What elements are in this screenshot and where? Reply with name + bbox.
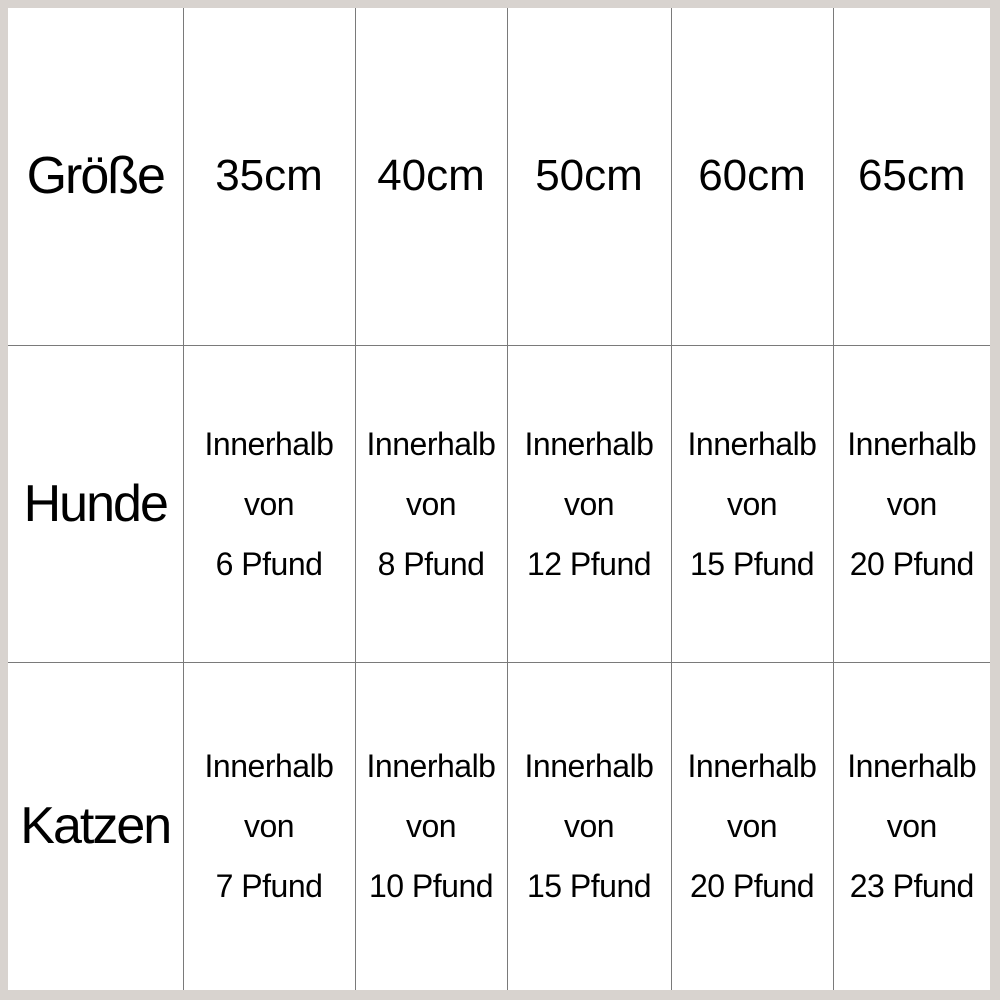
- cats-weight-cell: [833, 662, 990, 990]
- weight-line-prefix: Innerhalb: [687, 748, 817, 785]
- dogs-row: [8, 345, 990, 662]
- weight-line-value: 6 Pfund: [215, 545, 323, 582]
- cats-weight-cell: [507, 662, 671, 990]
- weight-line-preposition: von: [726, 485, 778, 522]
- size-header-row: [8, 8, 990, 345]
- cats-row-label: Katzen: [8, 662, 183, 990]
- dogs-weight-cell: [183, 345, 355, 662]
- size-value-65: 65cm: [833, 8, 990, 345]
- size-chart-table: [8, 8, 990, 990]
- weight-line-preposition: von: [563, 808, 615, 845]
- weight-line-value: 12 Pfund: [526, 545, 652, 582]
- size-value-40: 40cm: [355, 8, 507, 345]
- cats-weight-cell: [183, 662, 355, 990]
- weight-line-prefix: Innerhalb: [204, 425, 334, 462]
- weight-line-value: 15 Pfund: [526, 868, 652, 905]
- size-chart-panel: [8, 8, 990, 990]
- weight-line-preposition: von: [405, 808, 457, 845]
- size-row-label: Größe: [8, 8, 183, 345]
- weight-line-value: 15 Pfund: [689, 545, 815, 582]
- weight-line-prefix: Innerhalb: [524, 425, 654, 462]
- size-value-60: 60cm: [671, 8, 833, 345]
- weight-line-prefix: Innerhalb: [366, 425, 496, 462]
- weight-line-preposition: von: [726, 808, 778, 845]
- weight-line-value: 20 Pfund: [689, 868, 815, 905]
- weight-line-prefix: Innerhalb: [366, 748, 496, 785]
- weight-line-prefix: Innerhalb: [204, 748, 334, 785]
- weight-line-value: 23 Pfund: [849, 868, 974, 905]
- weight-line-value: 7 Pfund: [215, 868, 323, 905]
- dogs-weight-cell: [671, 345, 833, 662]
- weight-line-value: 20 Pfund: [849, 545, 974, 582]
- size-value-35: 35cm: [183, 8, 355, 345]
- weight-line-prefix: Innerhalb: [687, 425, 817, 462]
- weight-line-prefix: Innerhalb: [847, 748, 977, 785]
- weight-line-prefix: Innerhalb: [524, 748, 654, 785]
- cats-weight-cell: [671, 662, 833, 990]
- weight-line-preposition: von: [243, 485, 295, 522]
- weight-line-value: 10 Pfund: [368, 868, 494, 905]
- dogs-weight-cell: [355, 345, 507, 662]
- weight-line-preposition: von: [405, 485, 457, 522]
- cats-weight-cell: [355, 662, 507, 990]
- weight-line-value: 8 Pfund: [377, 545, 485, 582]
- size-value-50: 50cm: [507, 8, 671, 345]
- weight-line-preposition: von: [563, 485, 615, 522]
- cats-row: [8, 662, 990, 990]
- weight-line-preposition: von: [886, 485, 937, 522]
- dogs-row-label: Hunde: [8, 345, 183, 662]
- dogs-weight-cell: [507, 345, 671, 662]
- weight-line-preposition: von: [243, 808, 295, 845]
- weight-line-preposition: von: [886, 808, 937, 845]
- dogs-weight-cell: [833, 345, 990, 662]
- weight-line-prefix: Innerhalb: [847, 425, 977, 462]
